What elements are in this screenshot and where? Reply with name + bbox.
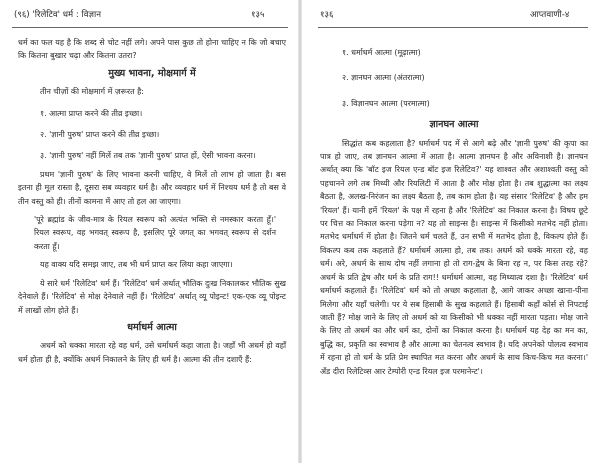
right-page-running-header: आप्तवाणी-४ [530, 10, 570, 20]
left-page-body [18, 36, 286, 366]
list-item: २. 'ज्ञानी पुरुष' प्राप्त करने की तीव्र इच्छा। [40, 130, 160, 140]
left-page-number: १३५ [251, 10, 265, 20]
paragraph: धर्म का फल यह है कि शब्द से चोट नहीं लगे। अपने पास कुछ तो होना चाहिए न कि जो बचाए कि कितना बुखार चढ़ा और कितना उतरा? [18, 38, 286, 61]
right-page-number: १३६ [320, 10, 334, 20]
paragraph: प्रथम 'ज्ञानी पुरुष' के लिए भावना करनी चाहिए, वे मिलें तो लाभ हो जाता है। बस इतना ही मूल रास्ता है, दूसरा सब व्यवहार धर्म है। और व्यवहार धर्म में निश्चय धर्म है तो बस वे तीन वस्तु को ही। तीनों कामना में आए तो हल आ जाएगा। [18, 169, 286, 206]
section-heading: मुख्य भावना, मोक्षमार्ग में [108, 67, 196, 79]
right-header-rule [318, 27, 588, 28]
list-item: ३. 'ज्ञानी पुरुष' नहीं मिलें तब तक 'ज्ञानी पुरुष' प्राप्त हों, ऐसी भावना करना। [40, 151, 256, 161]
paragraph: तीन चीज़ों की मोक्षमार्ग में ज़रूरत है: [40, 87, 144, 97]
section-heading: ज्ञानघन आत्मा [429, 119, 479, 131]
list-item: ३. विज्ञानघन आत्मा (परमात्मा) [342, 98, 430, 108]
paragraph: यह वाक्य यदि समझ जाए, तब भी धर्म प्राप्त कर लिया कहा जाएगा। [40, 260, 233, 270]
quote-paragraph: 'पूरे ब्रह्मांड के जीव-मात्र के रियल स्वरूप को अत्यंत भक्ति से नमस्कार करता हूँ।' रियल स्वरूप, वह भगवत् स्वरूप है, इसलिए पूरे जगत् का भगवत् स्वरूप से दर्शन करता हूँ। [34, 215, 276, 251]
left-header-rule [12, 27, 288, 28]
paragraph: ये सारे धर्म 'रिलेटिव' धर्म हैं। 'रिलेटिव' धर्म अर्थात् भौतिक दुःख निकालकर भौतिक सुख देनेवाले हैं। 'रिलेटिव' से मोक्ष देनेवाले नहीं हैं। 'रिलेटिव' अर्थात् व्यू पोइन्ट! एक-एक व्यू पोइन्ट में लाखों लोग होते हैं। [18, 278, 286, 315]
paragraph: अधर्म को धक्का मारता रहे वह धर्म, उसे धर्माधर्म कहा जाता है। जहाँ भी अधर्म हो वहाँ धर्म होता ही है, क्योंकि अधर्म निकालने के लिए ही धर्म है। आत्मा की तीन दशाएँ हैं: [18, 341, 286, 364]
list-item: २. ज्ञानघन आत्मा (अंतरात्मा) [342, 73, 425, 83]
left-page [0, 0, 298, 463]
right-page [302, 0, 600, 463]
left-page-running-header: (९६) 'रिलेटिव' धर्म : विज्ञान [14, 10, 102, 20]
list-item: १. धर्माधर्म आत्मा (मूढ़ात्मा) [342, 48, 421, 57]
paragraph: सिद्धांत कब कहलाता है? धर्माधर्म पद में से आगे बढ़े और 'ज्ञानी पुरुष' की कृपा का पात्र हो जाए, तब ज्ञानघन आत्मा में आता है। आत्मा ज्ञानघन है और अविनाशी है। ज्ञानघन अर्थात् क्या कि 'बॉट इज रियल एन्ड बॉट इज रिलेटिव?' यह शाश्वत और अशाश्वती वस्तु को पहचानने लगे तब मिथ्यी और रियलिटी में आता है और मोक्ष होता है। तब शुद्धात्मा का लक्ष्य बैठता है, अलख-निरंजन का लक्ष्य बैठता है, तब काम होता है। यह संसार 'रिलेटिव' है और हम 'रियल' हैं। यानी हमें 'रियल' के पक्ष में रहना है और 'रिलेटिव' का निकाल करना है। विषय छूटे पर चित्त का निकाल करना पड़ेगा न? यह तो साइन्स है। साइन्स में किसीको मतभेद नहीं होता। मतभेद धर्माधर्म में होता है। जितने धर्म चलते हैं, उन सभी में मतभेद होता है, विकल्प होते हैं। विकल्प कब तक कहलाते हैं? धर्माधर्म आत्मा हो, तब तक। अधर्म को धक्के मारता रहे, वह धर्म। अरे, अधर्म के साथ दोष नहीं लगाना हो तो राग-द्वेष के बिना रह न, पर किस तरह रहे? अधर्म के प्रति द्वेष और धर्म के प्रति राग!! धर्माधर्म आत्मा, वह मिथ्यात्व दशा है। 'रिलेटिव' धर्म धर्माधर्म कहलाते हैं। 'रिलेटिव' धर्म को तो अच्छा कहलाता है, आगे जाकर अच्छा खाना-पीना मिलेगा और यहाँ चलेगी। पर ये सब हिसाबी के सुख कहलाते हैं। हिसाबी कहाँ कोर्स से निपटाई जाती हैं? मोक्ष जाने के लिए तो अधर्म को या किसीको भी धक्का नहीं मारता पड़ता। मोक्ष जाने के लिए तो अधर्म का और धर्म का, दोनों का निकाल करना है। धर्माधर्म यह देह का मन का, बुद्धि का, प्रकृति का स्वभाव है और आत्मा का चेतनत्व स्वभाव है। यदि अपनेको पोलत्व स्वभाव में रहना हो तो धर्म के प्रति प्रेम स्थापित मत करना और अधर्म के साथ किच-किच मत करना।' अँड दीरा रिलेटिव्स आर टेम्पोरी एन्ड रियल इज परमानेन्ट'। [320, 138, 588, 376]
right-page-body [320, 36, 588, 378]
list-item: १. आत्मा प्राप्त करने की तीव्र इच्छा। [40, 108, 143, 118]
section-heading: धर्माधर्म आत्मा [127, 321, 177, 333]
